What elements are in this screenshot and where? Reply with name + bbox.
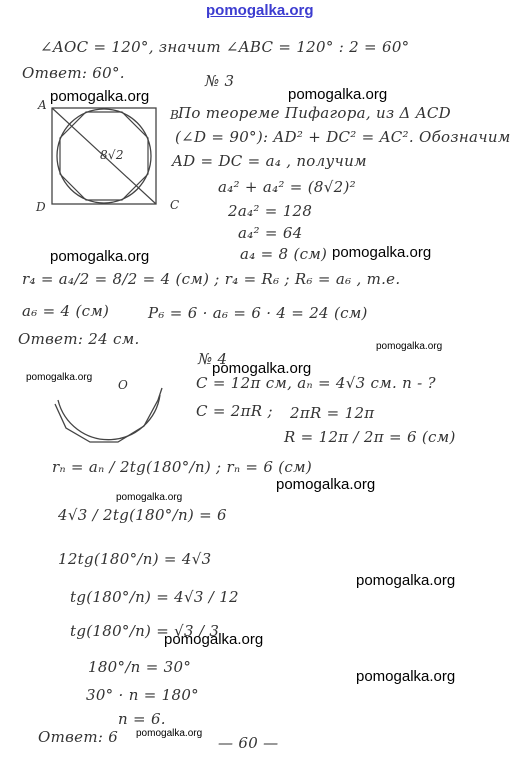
watermark: pomogalka.org	[50, 88, 150, 105]
p3-line-1: По теореме Пифагора, из Δ ACD	[178, 104, 451, 122]
p3-radius-line: r₄ = a₄/2 = 8/2 = 4 (см) ; r₄ = R₆ ; R₆ = a₆ , т.е.	[22, 270, 401, 288]
watermark: pomogalka.org	[164, 631, 264, 648]
answer-3: Ответ: 24 см.	[18, 330, 140, 348]
p3-line-3: AD = DC = a₄ , получим	[172, 152, 367, 170]
fig3-label-b: B	[170, 108, 180, 122]
watermark: pomogalka.org	[356, 668, 456, 685]
p4-eq1: 2πR = 12π	[290, 404, 375, 422]
p4-step-5: 180°/n = 30°	[88, 658, 192, 676]
p4-eq2: R = 12π / 2π = 6 (см)	[284, 428, 456, 446]
p4-step-4: tg(180°/n) = √3 / 3	[70, 622, 220, 640]
watermark: pomogalka.org	[116, 492, 183, 503]
p4-rn: rₙ = aₙ / 2tg(180°/n) ; rₙ = 6 (см)	[52, 458, 312, 476]
watermark: pomogalka.org	[376, 341, 443, 352]
watermark: pomogalka.org	[26, 372, 93, 383]
figure-polygon-arc	[50, 380, 170, 450]
p4-formula: C = 2πR ;	[196, 402, 273, 420]
fig4-label-o: O	[118, 378, 129, 392]
problem-4-number: № 4	[198, 350, 228, 368]
fig3-label-c: C	[170, 198, 180, 212]
p4-step-2: 12tg(180°/n) = 4√3	[58, 550, 212, 568]
page-number: — 60 —	[218, 734, 279, 752]
p3-line-4: a₄² + a₄² = (8√2)²	[218, 178, 356, 196]
angle-line: ∠AOC = 120°, значит ∠ABC = 120° : 2 = 60°	[40, 38, 410, 56]
watermark: pomogalka.org	[212, 360, 312, 377]
fig3-label-d: D	[36, 200, 46, 214]
watermark-top: pomogalka.org	[206, 2, 314, 19]
watermark: pomogalka.org	[332, 244, 432, 261]
p3-perimeter-line: P₆ = 6 · a₆ = 6 · 4 = 24 (см)	[148, 304, 368, 322]
watermark: pomogalka.org	[356, 572, 456, 589]
watermark: pomogalka.org	[50, 248, 150, 265]
answer-2: Ответ: 60°.	[22, 64, 125, 82]
fig3-label-a: A	[38, 98, 47, 112]
p3-line-7: a₄ = 8 (см)	[240, 245, 328, 263]
p4-step-7: n = 6.	[118, 710, 166, 728]
problem-3-number: № 3	[205, 72, 235, 90]
watermark: pomogalka.org	[288, 86, 388, 103]
p3-a6-line: a₆ = 4 (см)	[22, 302, 110, 320]
p3-line-2: (∠D = 90°): AD² + DC² = AC². Обозначим	[175, 128, 511, 146]
p4-given: C = 12π см, aₙ = 4√3 см. n - ?	[196, 374, 436, 392]
p3-line-5: 2a₄² = 128	[228, 202, 313, 220]
fig3-label-side: 8√2	[100, 148, 124, 162]
watermark: pomogalka.org	[276, 476, 376, 493]
p4-step-6: 30° · n = 180°	[86, 686, 199, 704]
p4-step-3: tg(180°/n) = 4√3 / 12	[70, 588, 239, 606]
p3-line-6: a₄² = 64	[238, 224, 303, 242]
p4-step-1: 4√3 / 2tg(180°/n) = 6	[58, 506, 227, 524]
answer-4: Ответ: 6	[38, 728, 119, 746]
watermark: pomogalka.org	[136, 728, 203, 739]
